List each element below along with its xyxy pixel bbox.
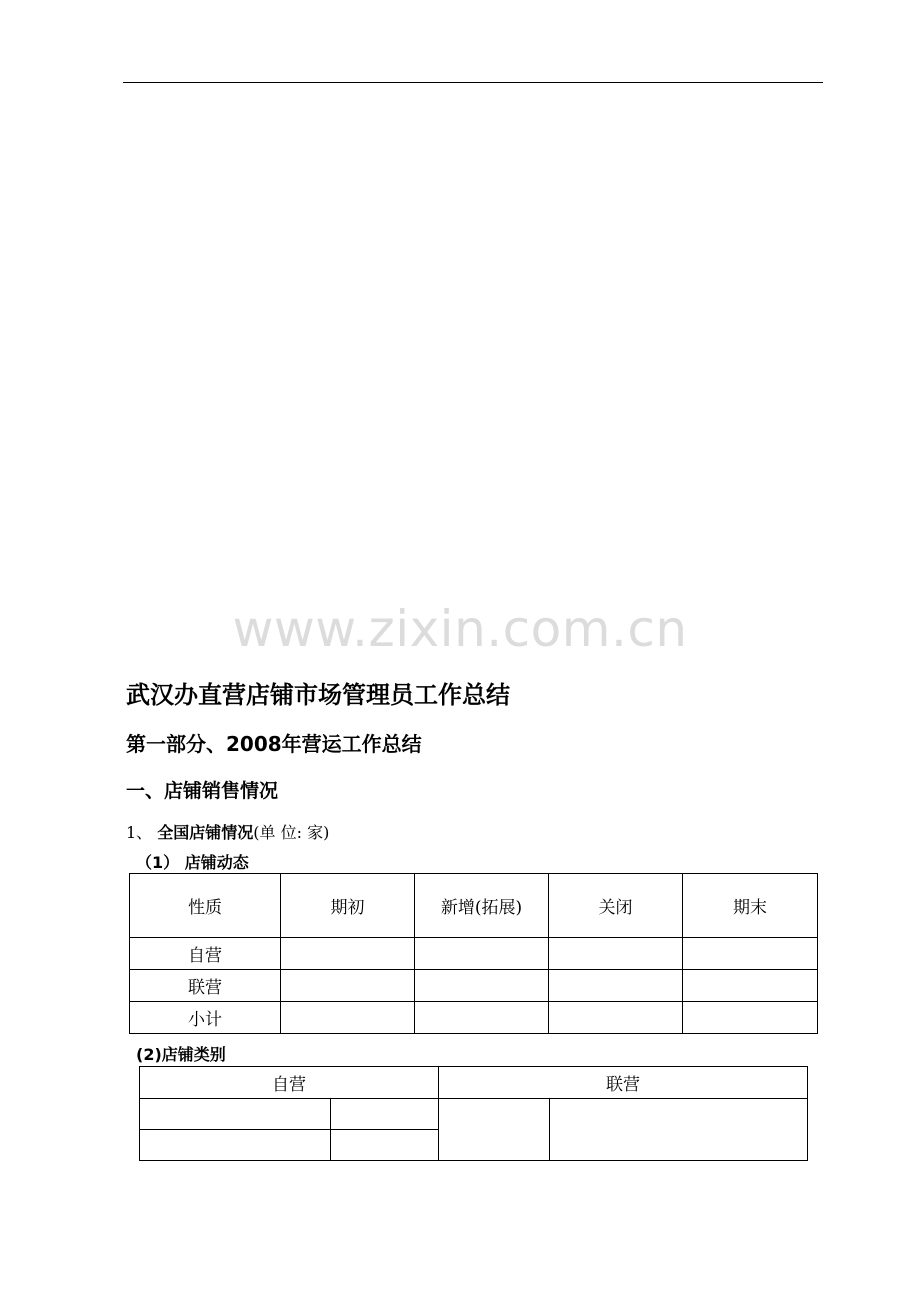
table-header-row <box>140 1067 808 1099</box>
table-cell <box>331 1099 439 1130</box>
table-cell <box>415 970 549 1002</box>
table-cell <box>439 1099 550 1161</box>
store-dynamics-table <box>129 873 818 1034</box>
table-header-row <box>130 874 818 938</box>
table-cell <box>550 1099 808 1161</box>
header-cell-nature: 性质 <box>130 874 281 938</box>
table-cell <box>683 970 818 1002</box>
table-cell <box>140 1099 331 1130</box>
table-row <box>130 938 818 970</box>
header-rule <box>123 82 823 83</box>
subsection-heading <box>126 820 329 843</box>
document-title: 武汉办直营店铺市场管理员工作总结 <box>126 681 510 709</box>
table-cell <box>549 970 683 1002</box>
header-cell-new: 新增(拓展) <box>415 874 549 938</box>
table-cell <box>281 970 415 1002</box>
table-cell <box>549 938 683 970</box>
header-cell-closing: 期末 <box>683 874 818 938</box>
table-cell <box>140 1130 331 1161</box>
store-category-table <box>139 1066 808 1161</box>
table-cell <box>683 938 818 970</box>
subsection-unit: (单 位: 家) <box>253 823 330 842</box>
table-row <box>130 970 818 1002</box>
header-cell-joint-operated: 联营 <box>439 1067 808 1099</box>
header-cell-closed: 关闭 <box>549 874 683 938</box>
table1-caption: （1） 店铺动态 <box>136 853 249 872</box>
section-heading: 一、店铺销售情况 <box>126 780 279 802</box>
table-cell <box>415 1002 549 1034</box>
table-cell <box>281 1002 415 1034</box>
table-row <box>130 1002 818 1034</box>
table-cell <box>683 1002 818 1034</box>
subsection-number: 1、 <box>126 823 153 842</box>
row-label: 小计 <box>130 1002 281 1034</box>
header-cell-self-operated: 自营 <box>140 1067 439 1099</box>
part-heading: 第一部分、2008年营运工作总结 <box>126 732 422 756</box>
row-label: 自营 <box>130 938 281 970</box>
table-cell <box>415 938 549 970</box>
table-cell <box>331 1130 439 1161</box>
watermark: www.zixin.com.cn <box>232 600 688 658</box>
subsection-label: 全国店铺情况 <box>157 823 254 842</box>
table-cell <box>549 1002 683 1034</box>
table-cell <box>281 938 415 970</box>
row-label: 联营 <box>130 970 281 1002</box>
header-cell-opening: 期初 <box>281 874 415 938</box>
table2-caption: (2)店铺类别 <box>136 1045 226 1064</box>
table-row <box>140 1099 808 1130</box>
